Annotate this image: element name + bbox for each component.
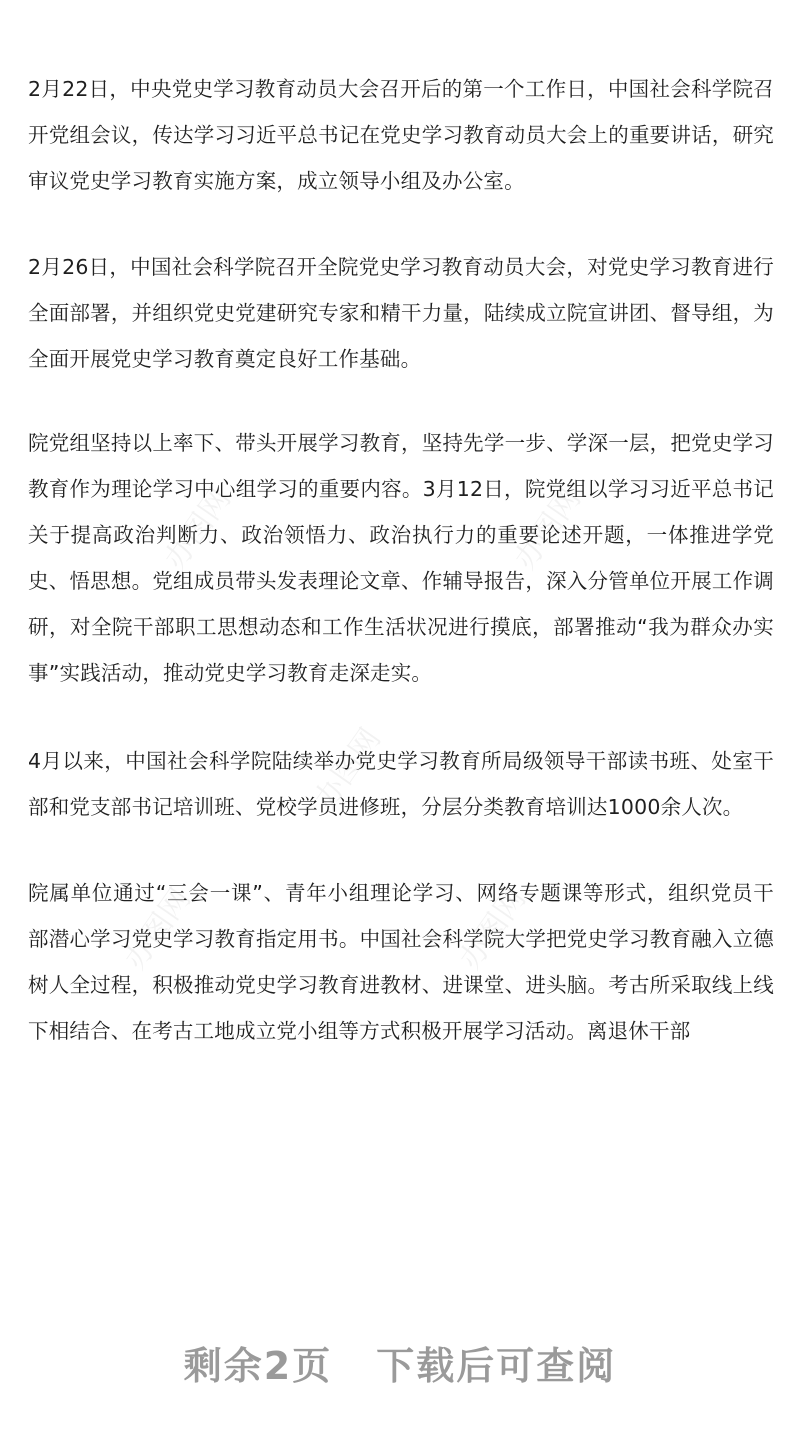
download-prompt-banner[interactable]	[0, 1335, 800, 1390]
watermark: 办图网	[452, 882, 534, 976]
remaining-pages-text: 剩余2页	[183, 1344, 333, 1388]
watermark: 办图网	[157, 482, 239, 576]
paragraph-feb-22: 2月22日，中央党史学习教育动员大会召开后的第一个工作日，中国社会科学院召开党组会议，传达学习习近平总书记在党史学习教育动员大会上的重要讲话，研究审议党史学习教育实施方案，成立领导小组及办公室。	[28, 77, 774, 193]
paragraph-feb-26: 2月26日，中国社会科学院召开全院党史学习教育动员大会，对党史学习教育进行全面部署，并组织党史党建研究专家和精干力量，陆续成立院宣讲团、督导组，为全面开展党史学习教育奠定良好工作基础。	[28, 255, 774, 371]
watermark: 办图网	[507, 482, 589, 576]
download-to-view-text: 下载后可查阅	[376, 1344, 617, 1388]
watermark: 办图网	[307, 722, 389, 816]
paragraph-april-training: 4月以来，中国社会科学院陆续举办党史学习教育所局级领导干部读书班、处室干部和党支部书记培训班、党校学员进修班，分层分类教育培训达1000余人次。	[28, 749, 774, 819]
watermark: 办图网	[117, 882, 199, 976]
paragraph-party-group-study: 院党组坚持以上率下、带头开展学习教育，坚持先学一步、学深一层，把党史学习教育作为理论学习中心组学习的重要内容。3月12日，院党组以学习习近平总书记关于提高政治判断力、政治领悟力、政治执行力的重要论述开题，一体推进学党史、悟思想。党组成员带头发表理论文章、作辅导报告，深入分管单位开展工作调研，对全院干部职工思想动态和工作生活状况进行摸底，部署推动“我为群众办实事”实践活动，推动党史学习教育走深走实。	[28, 431, 774, 685]
document-body	[28, 66, 774, 1094]
paragraph-affiliated-units: 院属单位通过“三会一课”、青年小组理论学习、网络专题课等形式，组织党员干部潜心学习党史学习教育指定用书。中国社会科学院大学把党史学习教育融入立德树人全过程，积极推动党史学习教育进教材、进课堂、进头脑。考古所采取线上线下相结合、在考古工地成立党小组等方式积极开展学习活动。离退休干部	[28, 881, 774, 1043]
